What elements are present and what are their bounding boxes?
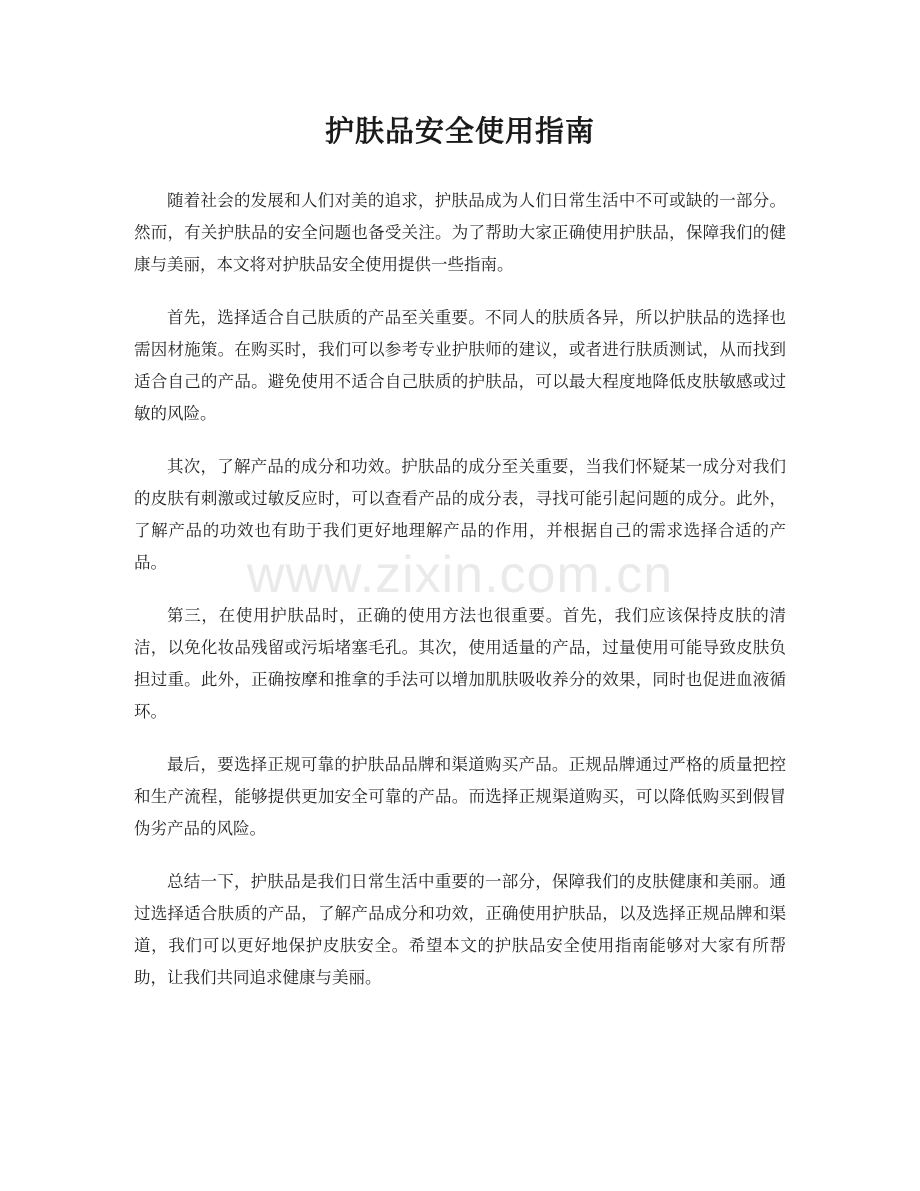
paragraph-skin-type: 首先，选择适合自己肤质的产品至关重要。不同人的肤质各异，所以护肤品的选择也需因材施策。在购买时，我们可以参考专业护肤师的建议，或者进行肤质测试，从而找到适合自己的产品。避免使用不适合自己肤质的护肤品，可以最大程度地降低皮肤敏感或过敏的风险。 — [134, 308, 786, 423]
paragraph-channels: 最后，要选择正规可靠的护肤品品牌和渠道购买产品。正规品牌通过严格的质量把控和生产流程，能够提供更加安全可靠的产品。而选择正规渠道购买，可以降低购买到假冒伪劣产品的风险。 — [134, 755, 786, 838]
paragraph-ingredients: 其次，了解产品的成分和功效。护肤品的成分至关重要，当我们怀疑某一成分对我们的皮肤有刺激或过敏反应时，可以查看产品的成分表，寻找可能引起问题的成分。此外，了解产品的功效也有助于我们更好地理解产品的作用，并根据自己的需求选择合适的产品。 — [134, 457, 786, 572]
document-title: 护肤品安全使用指南 — [324, 114, 595, 148]
paragraph-summary: 总结一下，护肤品是我们日常生活中重要的一部分，保障我们的皮肤健康和美丽。通过选择适合肤质的产品，了解产品成分和功效，正确使用护肤品，以及选择正规品牌和渠道，我们可以更好地保护皮肤安全。希望本文的护肤品安全使用指南能够对大家有所帮助，让我们共同追求健康与美丽。 — [134, 872, 786, 987]
paragraph-usage: 第三，在使用护肤品时，正确的使用方法也很重要。首先，我们应该保持皮肤的清洁，以免化妆品残留或污垢堵塞毛孔。其次，使用适量的产品，过量使用可能导致皮肤负担过重。此外，正确按摩和推拿的手法可以增加肌肤吸收养分的效果，同时也促进血液循环。 — [134, 606, 786, 721]
watermark: www.zixin.com.cn — [246, 546, 674, 604]
paragraph-intro: 随着社会的发展和人们对美的追求，护肤品成为人们日常生活中不可或缺的一部分。然而，有关护肤品的安全问题也备受关注。为了帮助大家正确使用护肤品，保障我们的健康与美丽，本文将对护肤品安全使用提供一些指南。 — [134, 191, 786, 274]
